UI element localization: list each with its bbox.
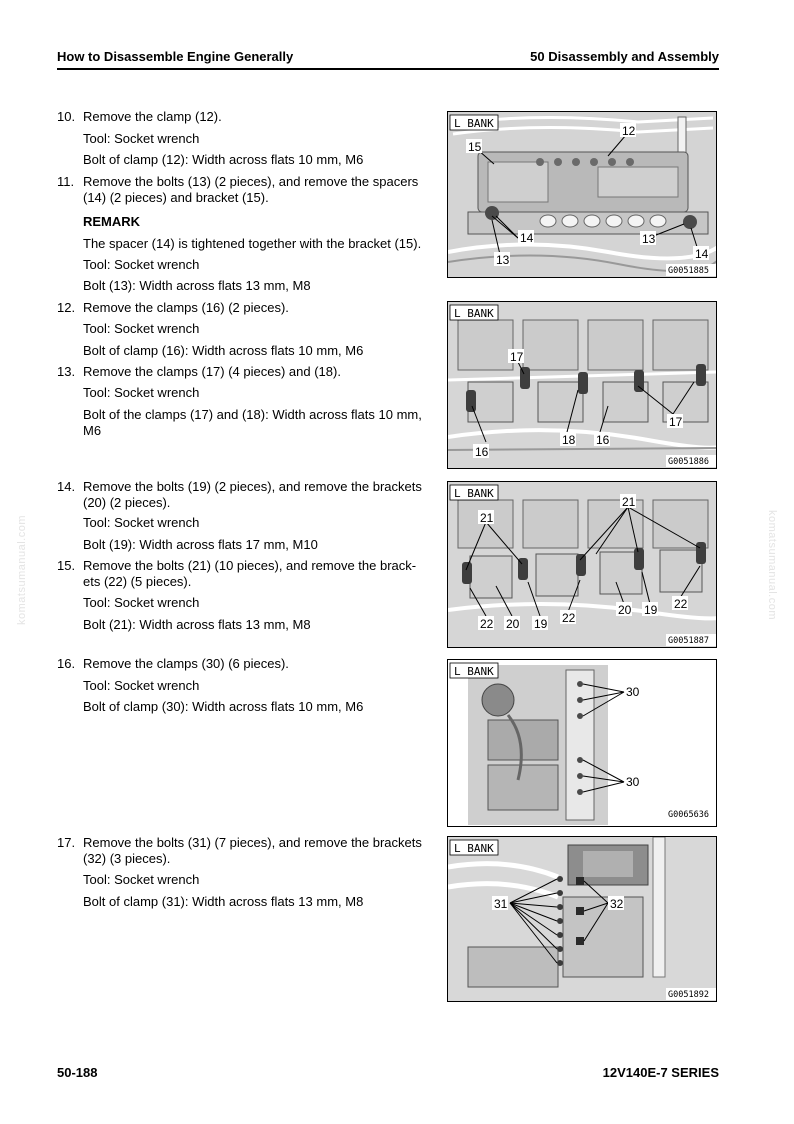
step-11-remark-text: The spacer (14) is tightened together with the bracket (15). xyxy=(83,236,422,251)
figure-2 xyxy=(447,301,717,469)
figure-code: G0051892 xyxy=(668,990,709,1000)
figure-code: G0051885 xyxy=(668,266,709,276)
step-text-line-2: (14) (2 pieces) and bracket (15). xyxy=(83,190,269,205)
header-section-title: How to Disassemble Engine Generally xyxy=(57,49,294,64)
callout-14: 14 xyxy=(695,247,709,261)
step-11 xyxy=(57,174,437,206)
callout-16: 16 xyxy=(475,445,489,459)
watermark-left: komatsumanual.com xyxy=(16,515,28,625)
callout-30: 30 xyxy=(626,775,640,789)
step-text: Remove the clamps (16) (2 pieces). xyxy=(83,300,289,315)
step-text-line-2: (20) (2 pieces). xyxy=(83,495,171,510)
step-number: 13. xyxy=(57,364,76,379)
figure-code: G0051887 xyxy=(668,636,709,646)
step-12 xyxy=(57,300,437,316)
figure-bank-label: L BANK xyxy=(454,842,494,855)
callout-16: 16 xyxy=(596,433,610,447)
step-17-bolt: Bolt of clamp (31): Width across flats 13 mm, M8 xyxy=(83,894,364,909)
step-13-tool: Tool: Socket wrench xyxy=(83,385,200,400)
engine-illustration xyxy=(448,837,717,1002)
step-11-tool: Tool: Socket wrench xyxy=(83,257,200,272)
page-number: 50-188 xyxy=(57,1065,98,1080)
figure-5 xyxy=(447,836,717,1002)
header-chapter-title: 50 Disassembly and Assembly xyxy=(530,49,719,64)
step-10-tool: Tool: Socket wrench xyxy=(83,131,200,146)
callout-20: 20 xyxy=(506,617,520,631)
callout-19: 19 xyxy=(534,617,548,631)
step-13-bolt-line-2: M6 xyxy=(83,423,102,438)
step-14-bolt: Bolt (19): Width across flats 17 mm, M10 xyxy=(83,537,318,552)
figure-3 xyxy=(447,481,717,648)
step-text-line-1: Remove the bolts (21) (10 pieces), and remove the brack- xyxy=(83,558,417,573)
step-15 xyxy=(57,558,437,590)
figure-code: G0065636 xyxy=(668,810,709,820)
callout-21: 21 xyxy=(622,495,636,509)
callout-32: 32 xyxy=(610,897,624,911)
figure-code: G0051886 xyxy=(668,457,709,467)
figure-bank-label: L BANK xyxy=(454,487,494,500)
step-text-line-2: (32) (3 pieces). xyxy=(83,851,171,866)
callout-22: 22 xyxy=(562,611,576,625)
callout-12: 12 xyxy=(622,124,636,138)
step-text-line-1: Remove the bolts (31) (7 pieces), and remove the brackets xyxy=(83,835,422,850)
callout-14: 14 xyxy=(520,231,534,245)
figure-bank-label: L BANK xyxy=(454,665,494,678)
step-16-tool: Tool: Socket wrench xyxy=(83,678,200,693)
figure-1 xyxy=(447,111,717,278)
callout-18: 18 xyxy=(562,433,576,447)
step-16-bolt: Bolt of clamp (30): Width across flats 10 mm, M6 xyxy=(83,699,364,714)
step-17-tool: Tool: Socket wrench xyxy=(83,872,200,887)
callout-17: 17 xyxy=(669,415,683,429)
callout-19: 19 xyxy=(644,603,658,617)
figure-bank-label: L BANK xyxy=(454,307,494,320)
engine-illustration xyxy=(448,302,717,469)
step-11-remark-heading: REMARK xyxy=(83,214,141,229)
step-number: 14. xyxy=(57,479,76,494)
callout-30: 30 xyxy=(626,685,640,699)
step-11-bolt: Bolt (13): Width across flats 13 mm, M8 xyxy=(83,278,311,293)
step-number: 17. xyxy=(57,835,76,850)
step-text-line-2: ets (22) (5 pieces). xyxy=(83,574,192,589)
step-17 xyxy=(57,835,437,867)
step-15-bolt: Bolt (21): Width across flats 13 mm, M8 xyxy=(83,617,311,632)
step-16 xyxy=(57,656,437,672)
step-14 xyxy=(57,479,437,511)
page-header xyxy=(57,48,719,68)
step-text-line-1: Remove the bolts (13) (2 pieces), and remove the spacers xyxy=(83,174,419,189)
watermark-right: komatsumanual.com xyxy=(766,510,778,620)
step-12-bolt: Bolt of clamp (16): Width across flats 10 mm, M6 xyxy=(83,343,364,358)
step-number: 11. xyxy=(57,174,75,189)
header-divider xyxy=(57,68,719,70)
step-13-bolt-line-1: Bolt of the clamps (17) and (18): Width across flats 10 mm, xyxy=(83,407,422,422)
callout-22: 22 xyxy=(480,617,494,631)
step-15-tool: Tool: Socket wrench xyxy=(83,595,200,610)
step-12-tool: Tool: Socket wrench xyxy=(83,321,200,336)
step-text: Remove the clamps (30) (6 pieces). xyxy=(83,656,289,671)
step-number: 16. xyxy=(57,656,76,671)
model-series: 12V140E-7 SERIES xyxy=(602,1065,719,1080)
step-text: Remove the clamp (12). xyxy=(83,109,222,124)
callout-31: 31 xyxy=(494,897,508,911)
step-text: Remove the clamps (17) (4 pieces) and (18). xyxy=(83,364,341,379)
callout-22: 22 xyxy=(674,597,688,611)
engine-illustration xyxy=(448,482,717,648)
step-10 xyxy=(57,109,437,125)
engine-illustration xyxy=(448,112,717,278)
step-number: 12. xyxy=(57,300,76,315)
step-10-bolt: Bolt of clamp (12): Width across flats 10 mm, M6 xyxy=(83,152,364,167)
callout-20: 20 xyxy=(618,603,632,617)
callout-17: 17 xyxy=(510,350,524,364)
callout-15: 15 xyxy=(468,140,482,154)
callout-21: 21 xyxy=(480,511,494,525)
step-number: 10. xyxy=(57,109,76,124)
step-13 xyxy=(57,364,437,380)
engine-illustration xyxy=(448,660,717,827)
callout-13: 13 xyxy=(496,253,510,267)
step-14-tool: Tool: Socket wrench xyxy=(83,515,200,530)
callout-13: 13 xyxy=(642,232,656,246)
step-text-line-1: Remove the bolts (19) (2 pieces), and remove the brackets xyxy=(83,479,422,494)
step-number: 15. xyxy=(57,558,76,573)
figure-bank-label: L BANK xyxy=(454,117,494,130)
figure-4 xyxy=(447,659,717,827)
